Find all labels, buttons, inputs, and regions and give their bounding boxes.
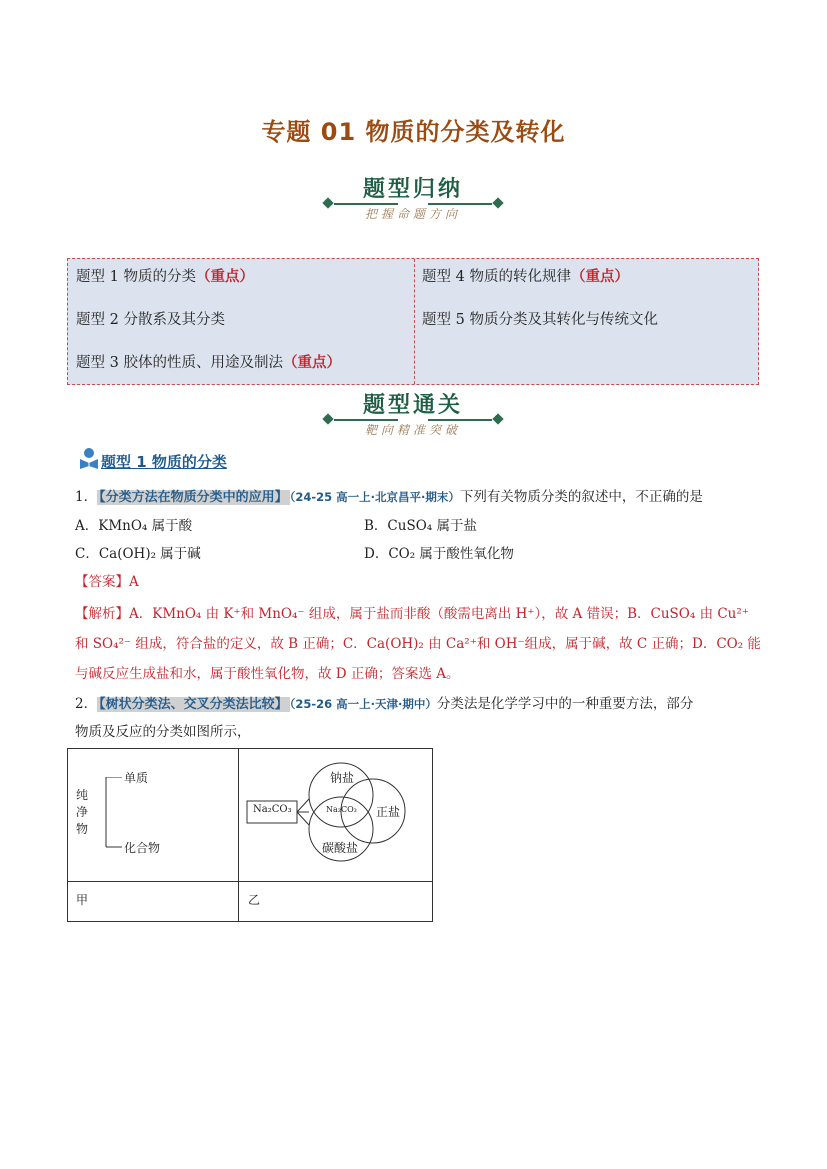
question-number: 2．	[75, 696, 98, 712]
banner-main: 题型通关	[362, 393, 463, 418]
question-2-stem-line-2: 物质及反应的分类如图所示，	[75, 724, 251, 740]
topic-label: 题型 5 物质分类及其转化与传统文化	[422, 312, 658, 328]
section-heading: 题型 1 物质的分类	[101, 453, 227, 471]
section-banner-practice	[320, 388, 506, 436]
topic-label: 题型 4 物质的转化规律	[422, 269, 571, 285]
question-number: 1．	[75, 489, 98, 505]
topic-label: 题型 1 物质的分类	[76, 269, 196, 285]
topic-key: （重点）	[282, 355, 341, 371]
topic-key: （重点）	[195, 269, 254, 285]
banner-sub: 靶向精准突破	[364, 423, 461, 437]
question-tag: 【树状分类法、交叉分类法比较】	[99, 697, 288, 712]
topic-label: 题型 3 胶体的性质、用途及制法	[76, 355, 283, 371]
caption-yi: 乙	[248, 893, 261, 907]
question-source: （24-25 高一上·北京昌平·期末）	[289, 490, 460, 504]
circle-label-normal-salt: 正盐	[376, 805, 401, 819]
tree-branch-element: 单质	[124, 771, 149, 785]
topic-item-3[interactable]	[76, 351, 341, 372]
tree-root: 纯净物	[76, 788, 89, 836]
topic-label: 题型 2 分散系及其分类	[76, 312, 225, 328]
tree-brackets	[96, 777, 126, 849]
banner-sub: 把握命题方向	[364, 207, 461, 221]
tree-branch-compound: 化合物	[124, 841, 161, 855]
topic-item-5[interactable]	[422, 308, 658, 329]
explanation-line-1: 【解析】A．KMnO₄ 由 K⁺和 MnO₄⁻ 组成，属于盐而非酸（酸需电离出 H⁺），故 A 错误；B．CuSO₄ 由 Cu²⁺	[75, 606, 749, 622]
circle-label-carbonate: 碳酸盐	[322, 841, 359, 855]
section-banner-summary	[320, 172, 506, 220]
diagram-center-label: Na₂CO₃	[326, 805, 357, 814]
banner-main: 题型归纳	[362, 177, 463, 202]
topic-item-4[interactable]	[422, 265, 629, 286]
caption-jia: 甲	[76, 893, 89, 907]
circle-label-sodium-salt: 钠盐	[330, 771, 355, 785]
classification-figure	[67, 748, 433, 922]
topic-summary-box	[67, 258, 759, 385]
topic-item-1[interactable]	[76, 265, 254, 286]
topic-key: （重点）	[570, 269, 629, 285]
question-source: （25-26 高一上·天津·期中）	[289, 697, 437, 711]
option-d[interactable]: D．CO₂ 属于酸性氧化物	[364, 546, 514, 562]
option-a[interactable]: A．KMnO₄ 属于酸	[75, 518, 193, 534]
page-title: 专题 01 物质的分类及转化	[261, 118, 566, 146]
answer: 【答案】A	[75, 574, 139, 590]
question-stem: 下列有关物质分类的叙述中，不正确的是	[459, 489, 703, 505]
explanation-line-3: 与碱反应生成盐和水，属于酸性氧化物，故 D 正确；答案选 A。	[75, 666, 460, 682]
box-divider	[414, 259, 415, 384]
question-1	[75, 485, 703, 505]
question-tag: 【分类方法在物质分类中的应用】	[99, 490, 288, 505]
reader-icon	[78, 447, 100, 471]
table-divider-horizontal	[68, 881, 432, 882]
explanation-line-2: 和 SO₄²⁻ 组成，符合盐的定义，故 B 正确；C．Ca(OH)₂ 由 Ca²⁺和 OH⁻组成，属于碱，故 C 正确；D．CO₂ 能	[75, 636, 761, 652]
topic-item-2[interactable]	[76, 308, 225, 329]
question-stem: 分类法是化学学习中的一种重要方法，部分	[436, 696, 694, 712]
question-2	[75, 692, 693, 712]
diagram-box-label: Na₂CO₃	[253, 804, 292, 815]
option-b[interactable]: B．CuSO₄ 属于盐	[364, 518, 477, 534]
option-c[interactable]: C．Ca(OH)₂ 属于碱	[75, 546, 201, 562]
